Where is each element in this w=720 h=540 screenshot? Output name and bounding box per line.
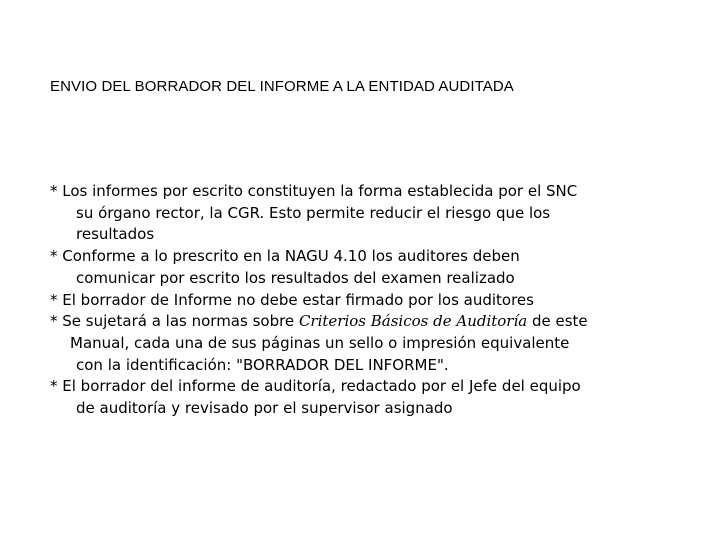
list-item-line: * Conforme a lo prescrito en la NAGU 4.10 los auditores deben [50,247,520,266]
list-item-line: de auditoría y revisado por el supervisor asignado [76,399,453,418]
list-item-line: su órgano rector, la CGR. Esto permite reducir el riesgo que los [76,203,551,222]
list-item [50,311,710,376]
list-item-line: con la identificación: "BORRADOR DEL INFORME". [76,355,449,374]
bullet-list [50,181,710,420]
list-item-text: de este [527,312,588,331]
list-item-line [50,311,710,333]
list-item-line: * Los informes por escrito constituyen la forma establecida por el SNC [50,182,578,200]
list-item [50,246,710,289]
list-item-line: resultados [76,225,155,244]
list-item-line: * El borrador de Informe no debe estar firmado por los auditores [50,290,534,309]
page-title: ENVIO DEL BORRADOR DEL INFORME A LA ENTIDAD AUDITADA [50,78,514,95]
list-item [50,376,710,419]
list-item-line: Manual, cada una de sus páginas un sello o impresión equivalente [70,333,570,352]
list-item-text: * Se sujetará a las normas sobre [50,312,299,331]
emphasized-reference: Criterios Básicos de Auditoría [298,312,528,331]
list-item-line: * El borrador del informe de auditoría, redactado por el Jefe del equipo [50,377,581,396]
list-item-line: comunicar por escrito los resultados del examen realizado [76,268,515,287]
list-item [50,181,710,246]
list-item [50,290,710,312]
